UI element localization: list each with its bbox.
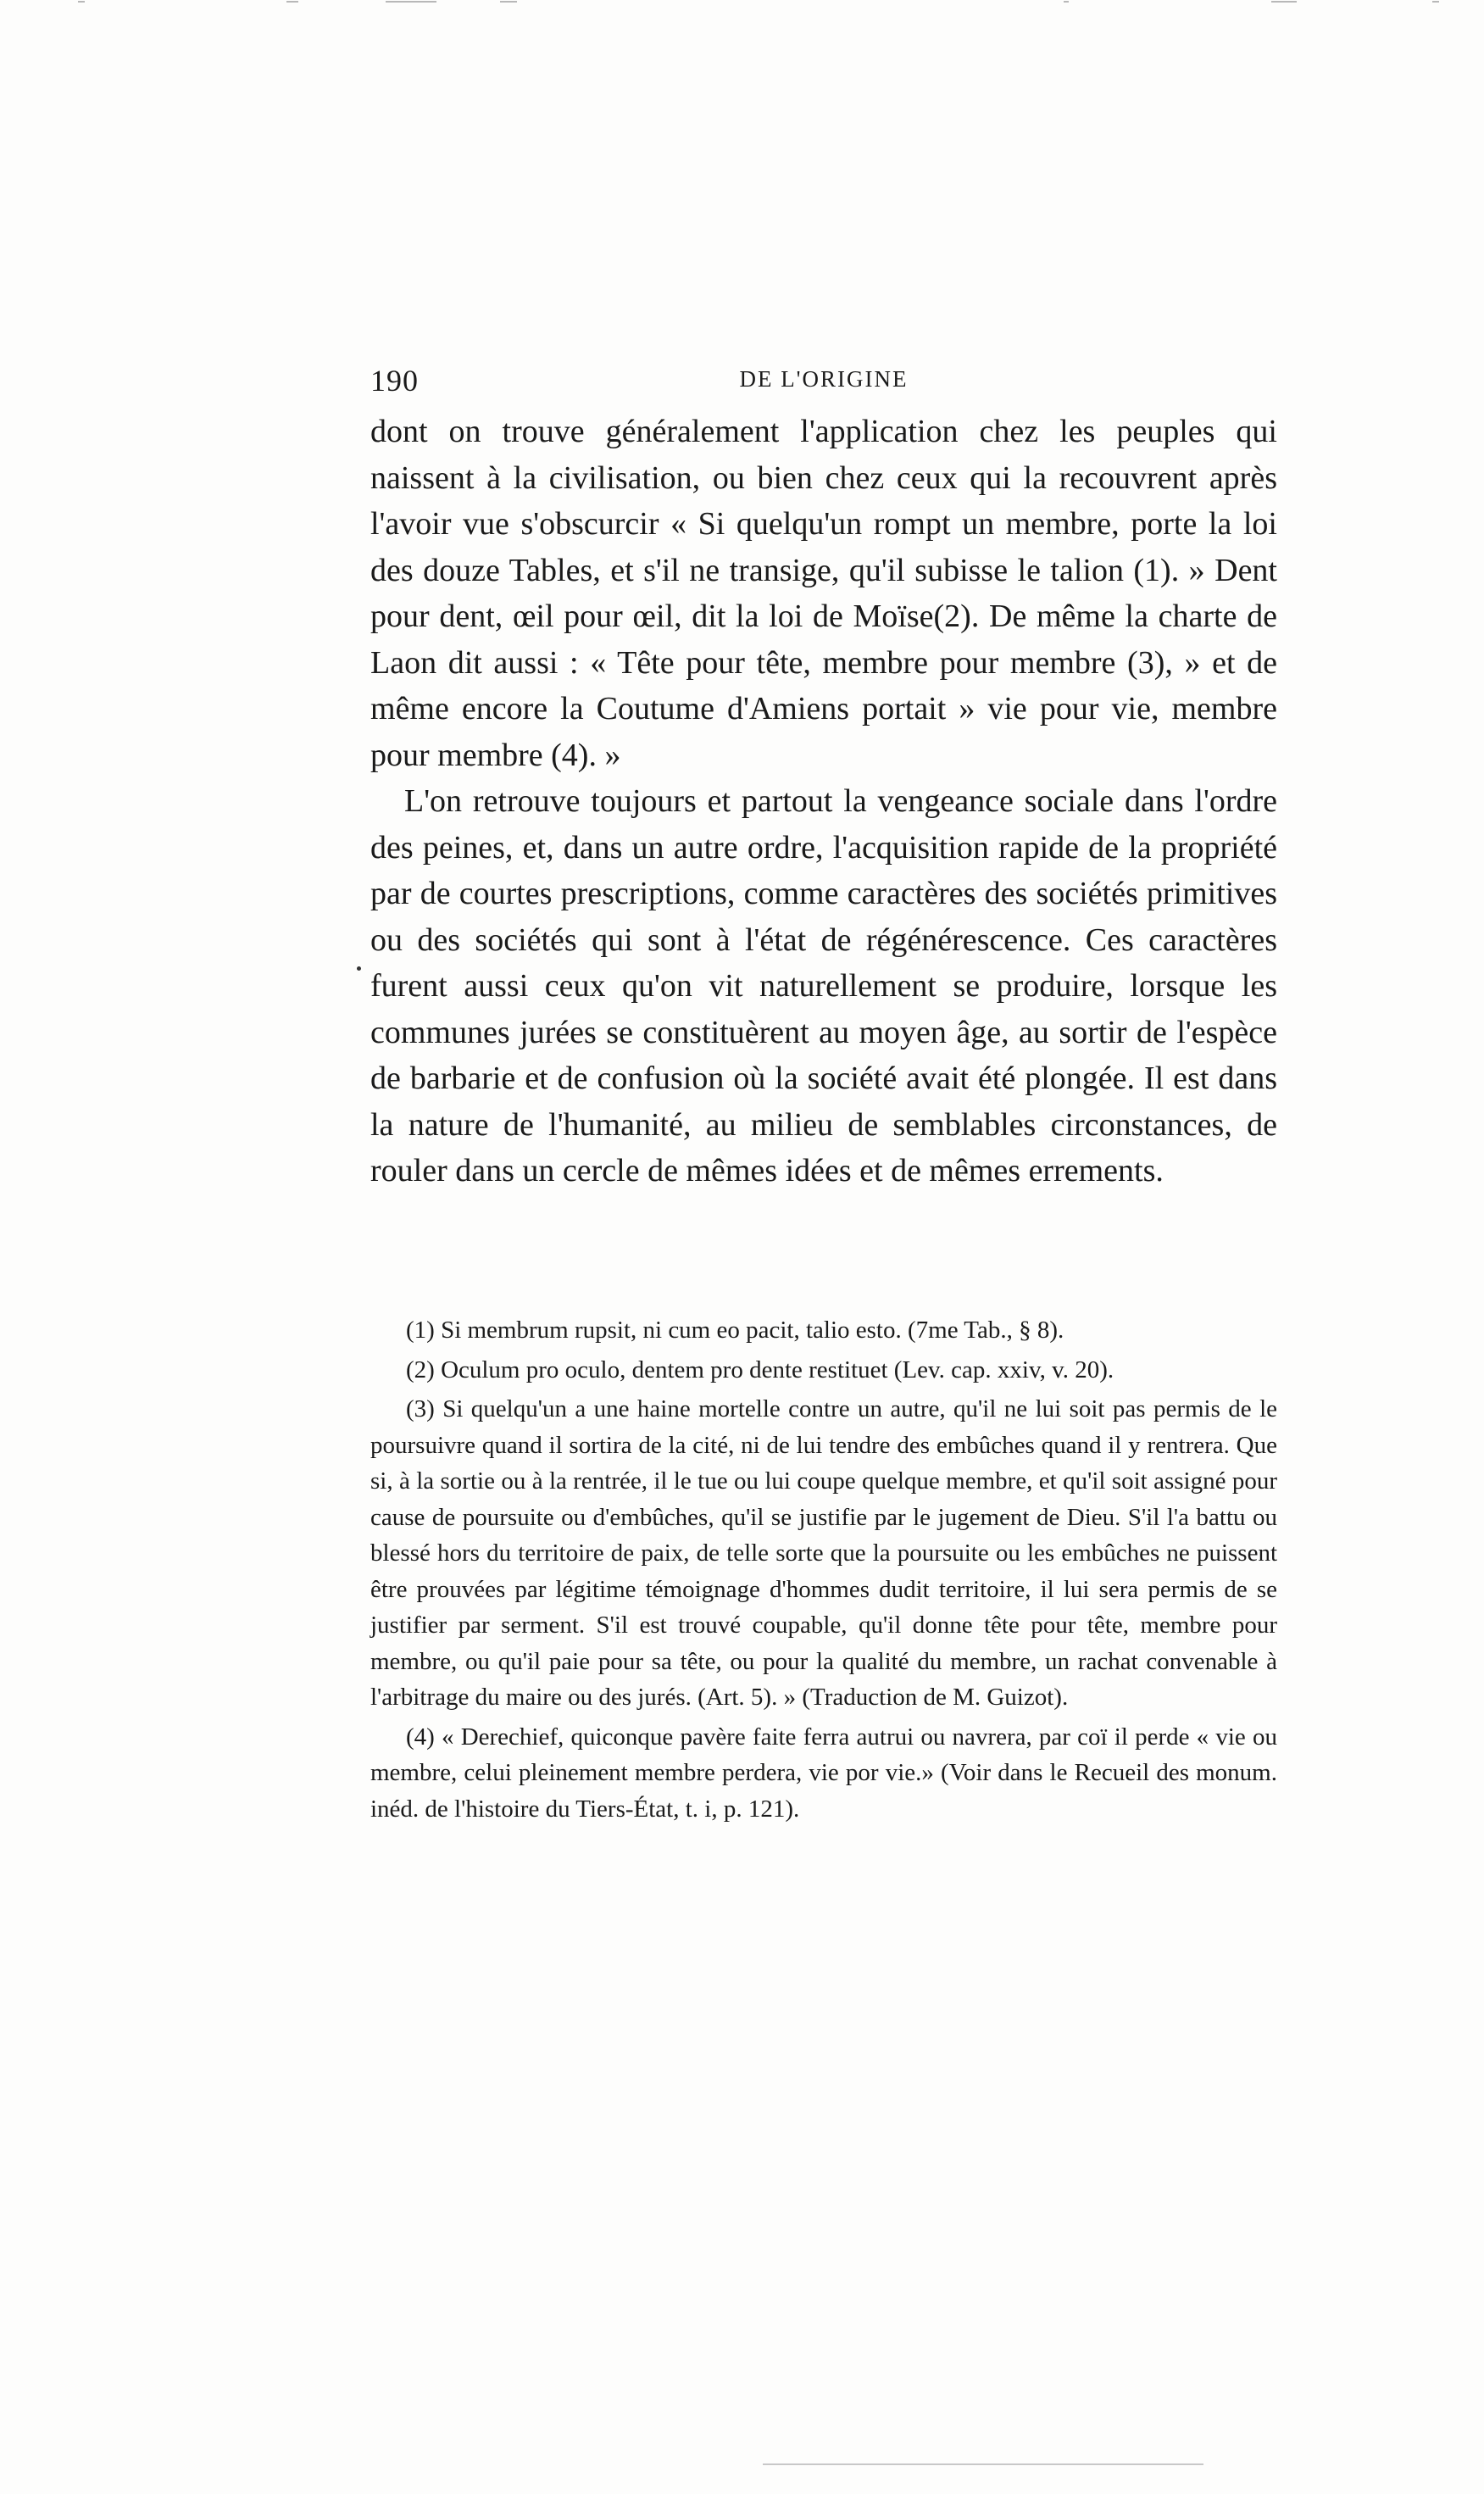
page-number: 190 [370,364,419,398]
scan-speck [1271,1,1297,3]
paragraph: L'on retrouve toujours et partout la vengeance sociale dans l'ordre des peines, et, dans un autre ordre, l'acquisition rapide de la propriété par de courtes prescriptions, comme caractères des sociétés primitives ou des sociétés qui sont à l'état de régénérescence. Ces caractères furent aussi ceux qu'on vit naturellement se produire, lorsque les communes jurées se constituèrent au moyen âge, au sortir de l'espèce de barbarie et de confusion où la société avait été plongée. Il est dans la nature de l'humanité, au milieu de semblables circonstances, de rouler dans un cercle de mêmes idées et de mêmes errements. [370,783,1277,1189]
running-title: DE L'ORIGINE [739,366,909,392]
footnote-2: (2) Oculum pro oculo, dentem pro dente restituet (Lev. cap. xxiv, v. 20). [406,1356,1114,1383]
scan-speck [1432,1,1439,3]
margin-mark [357,966,361,971]
scan-edge-marks [0,0,1484,5]
scan-speck [78,1,85,3]
scan-speck [386,1,436,3]
scan-speck [500,1,517,3]
bottom-edge-line [763,2463,1203,2465]
page-header [370,363,1277,402]
paragraph: dont on trouve généralement l'application chez les peuples qui naissent à la civilisation, ou bien chez ceux qui la recouvrent après l'avoir vue s'obscurcir « Si quelqu'un rompt un membre, porte la loi des douze Tables, et s'il ne transige, qu'il subisse le talion (1). » Dent pour dent, œil pour œil, dit la loi de Moïse(2). De même la charte de Laon dit aussi : « Tête pour tête, membre pour membre (3), » et de même encore la Coutume d'Amiens portait » vie pour vie, membre pour membre (4). » [370,414,1277,773]
footnote-1: (1) Si membrum rupsit, ni cum eo pacit, talio esto. (7me Tab., § 8). [406,1317,1064,1344]
scan-speck [286,1,298,3]
footnote-3: (3) Si quelqu'un a une haine mortelle contre un autre, qu'il ne lui soit pas permis de le poursuivre quand il sortira de la cité, ni de lui tendre des embûches quand il y rentrera. Que si, à la sortie ou à la rentrée, il le tue ou lui coupe quelque membre, et qu'il soit assigné pour cause de poursuite ou d'embûches, qu'il se justifie par le jugement de Dieu. S'il l'a battu ou blessé hors du territoire de paix, de telle sorte que la poursuite ou les embûches ne puissent être prouvées par légitime témoignage d'hommes dudit territoire, il lui sera permis de se justifier par serment. S'il est trouvé coupable, qu'il donne tête pour tête, membre pour membre, ou qu'il paie pour sa tête, ou pour la qualité du membre, un rachat convenable à l'arbitrage du maire ou des jurés. (Art. 5). » (Traduction de M. Guizot). [370,1395,1277,1711]
scan-speck [1064,1,1069,3]
main-text [370,409,1277,1194]
footnote-4: (4) « Derechief, quiconque pavère faite ferra autrui ou navrera, par coï il perde « vie ou membre, celui pleinement membre perdera, vie por vie.» (Voir dans le Recueil des monum. inéd. de l'histoire du Tiers-État, t. i, p. 121). [370,1723,1277,1823]
footnotes [370,1312,1277,1830]
